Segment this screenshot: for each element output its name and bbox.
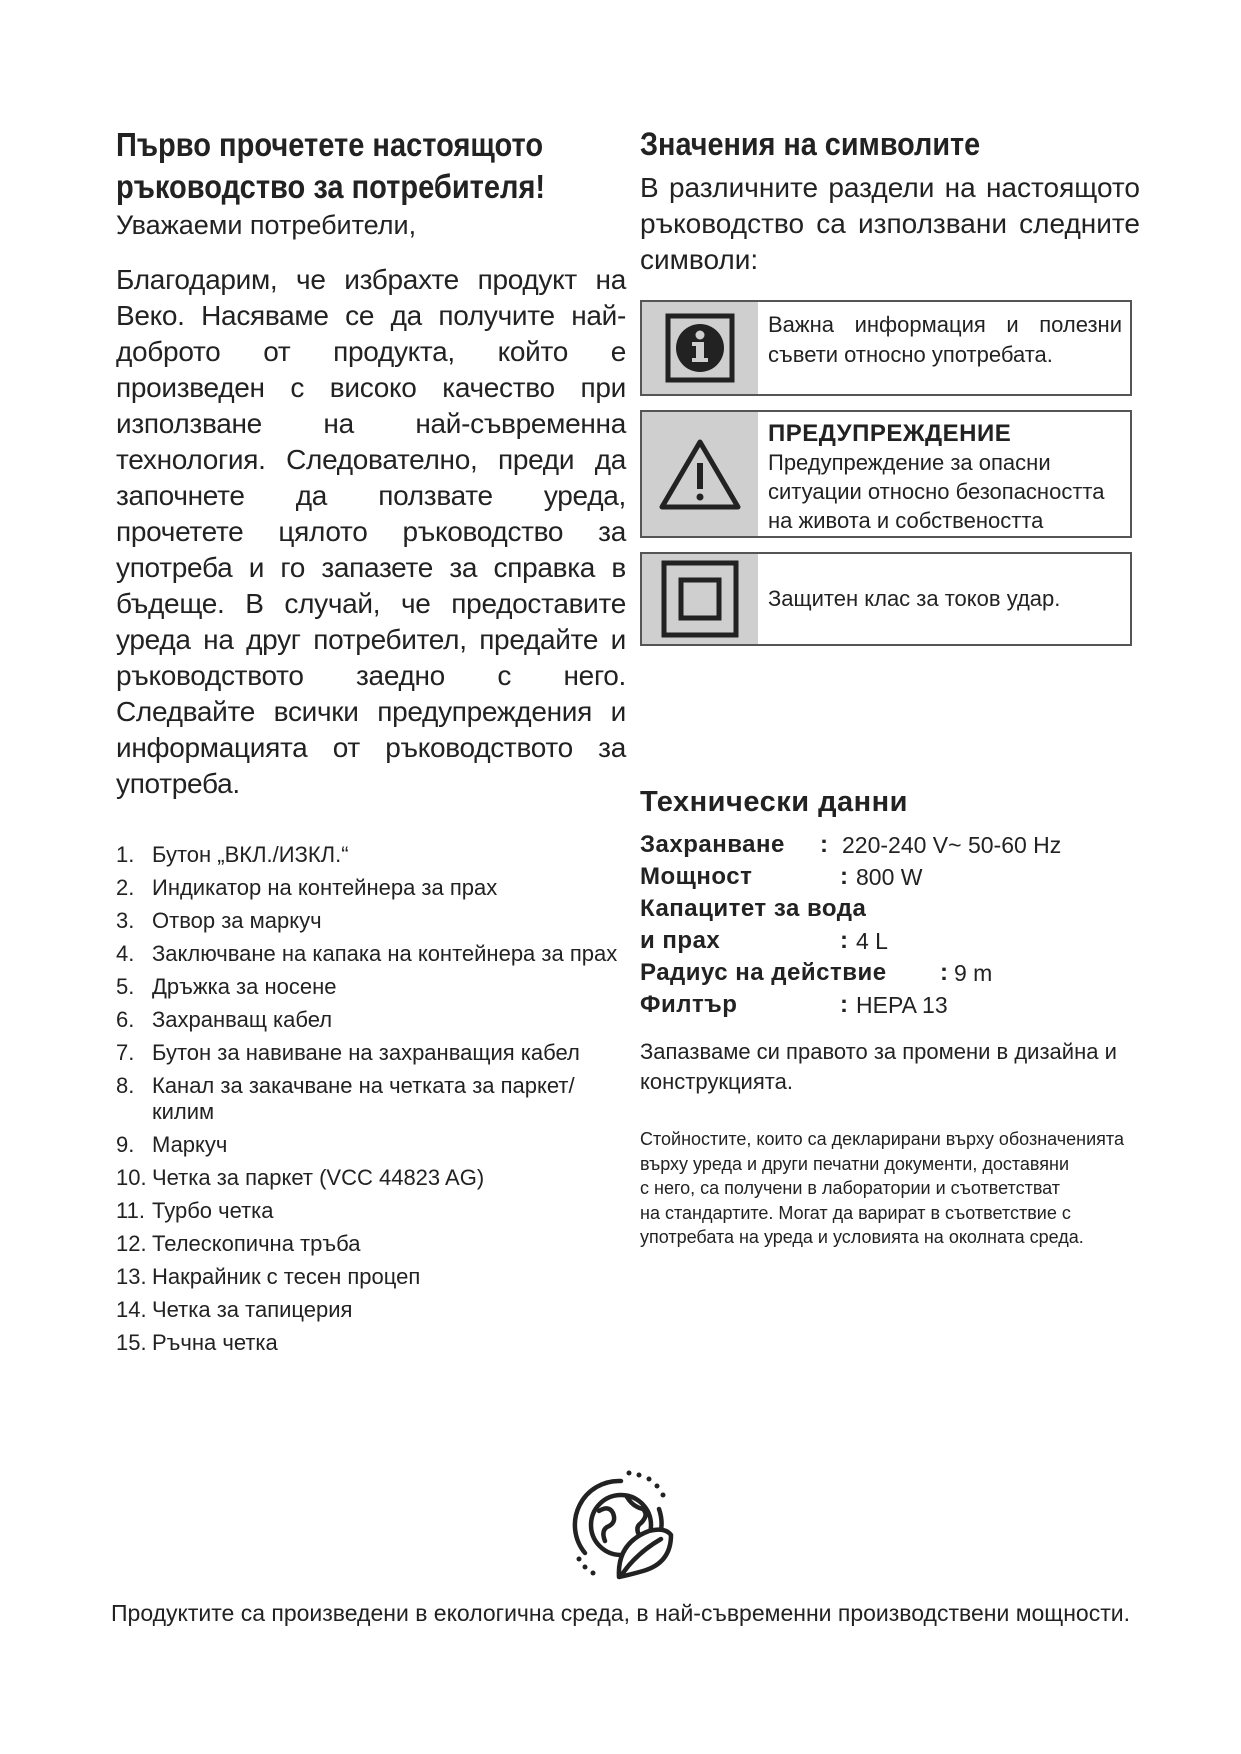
eco-globe-leaf-icon bbox=[561, 1465, 681, 1585]
list-item-text: Канал за закачване на четката за паркет/ килим bbox=[152, 1073, 575, 1124]
list-item-number: 4. bbox=[116, 941, 135, 966]
tech-row-capacity-2 bbox=[640, 925, 1130, 957]
tech-separator: : bbox=[820, 831, 829, 858]
tech-label: Захранване bbox=[640, 831, 785, 858]
list-item-number: 8. bbox=[116, 1073, 135, 1098]
list-item-number: 2. bbox=[116, 875, 135, 900]
list-item bbox=[116, 1007, 626, 1033]
list-item bbox=[116, 908, 626, 934]
list-item-number: 1. bbox=[116, 842, 135, 867]
list-item bbox=[116, 842, 626, 868]
list-item-text: Индикатор на контейнера за прах bbox=[152, 875, 498, 900]
symbols-intro: В различните раздели на настоящото ръководство са използвани следните символи: bbox=[640, 172, 1140, 275]
tech-value: 9 m bbox=[954, 960, 993, 986]
warning-icon bbox=[642, 412, 758, 536]
list-item bbox=[116, 941, 626, 967]
disclaimer-line: употребата на уреда и условията на околната среда. bbox=[640, 1227, 1084, 1247]
list-item-text: Бутон „ВКЛ./ИЗКЛ.“ bbox=[152, 842, 349, 867]
list-item-text: Накрайник с тесен процеп bbox=[152, 1264, 421, 1289]
right-column bbox=[640, 124, 1140, 1250]
list-item-number: 3. bbox=[116, 908, 135, 933]
tech-value: HEPA 13 bbox=[856, 992, 948, 1018]
tech-row-capacity bbox=[640, 893, 1130, 925]
list-item-text: Отвор за маркуч bbox=[152, 908, 322, 933]
page-title-line-2: ръководство за потребителя! bbox=[116, 168, 546, 205]
list-item-number: 5. bbox=[116, 974, 135, 999]
tech-row-power-supply bbox=[640, 829, 1130, 861]
disclaimer-line: на стандартите. Могат да варират в съответствие с bbox=[640, 1202, 1071, 1223]
list-item-text: Четка за тапицерия bbox=[152, 1297, 353, 1322]
page-title bbox=[116, 124, 618, 208]
tech-row-power bbox=[640, 861, 1130, 893]
parts-list bbox=[116, 842, 626, 1356]
warning-symbol-text bbox=[758, 412, 1130, 536]
list-item bbox=[116, 1040, 626, 1066]
tech-label: и прах bbox=[640, 927, 721, 954]
list-item-text: Бутон за навиване на захранващия кабел bbox=[152, 1040, 580, 1065]
tech-value: 800 W bbox=[856, 864, 923, 890]
warning-title: ПРЕДУПРЕЖДЕНИЕ bbox=[768, 420, 1012, 447]
disclaimer-line: Стойностите, които са декларирани върху обозначенията bbox=[640, 1129, 1124, 1149]
tech-label: Радиус на действие bbox=[640, 959, 887, 986]
info-icon bbox=[642, 302, 758, 394]
list-item-text: Маркуч bbox=[152, 1132, 228, 1157]
list-item bbox=[116, 1198, 626, 1224]
list-item-number: 7. bbox=[116, 1040, 135, 1065]
list-item-number: 15. bbox=[116, 1330, 147, 1355]
list-item bbox=[116, 1330, 626, 1356]
tech-label: Капацитет за вода bbox=[640, 895, 867, 922]
list-item-text: Дръжка за носене bbox=[152, 974, 337, 999]
list-item bbox=[116, 1297, 626, 1323]
list-item-text: Турбо четка bbox=[152, 1198, 274, 1223]
list-item-text: Захранващ кабел bbox=[152, 1007, 333, 1032]
double-square-icon bbox=[642, 554, 758, 644]
list-item-number: 12. bbox=[116, 1231, 147, 1256]
list-item-number: 6. bbox=[116, 1007, 135, 1032]
list-item bbox=[116, 1231, 626, 1257]
disclaimer-line: върху уреда и други печатни документи, доставяни bbox=[640, 1153, 1070, 1174]
list-item-number: 14. bbox=[116, 1297, 147, 1322]
list-item bbox=[116, 1165, 626, 1191]
list-item bbox=[116, 974, 626, 1000]
list-item bbox=[116, 1073, 626, 1125]
list-item-text: Ръчна четка bbox=[152, 1330, 278, 1355]
list-item-number: 10. bbox=[116, 1165, 147, 1190]
list-item-number: 13. bbox=[116, 1264, 147, 1289]
tech-separator: : bbox=[940, 959, 949, 986]
symbols-title: Значения на символите bbox=[640, 126, 981, 162]
eco-footer-text: Продуктите са произведени в екологична среда, в най-съвременни производствени мощности. bbox=[111, 1600, 1130, 1626]
tech-title: Технически данни bbox=[640, 786, 908, 818]
warning-symbol-box bbox=[640, 410, 1132, 538]
tech-separator: : bbox=[840, 991, 849, 1018]
values-disclaimer bbox=[640, 1127, 1130, 1250]
info-symbol-text: Важна информация и полезни съвети относно употребата. bbox=[768, 312, 1122, 367]
list-item bbox=[116, 1264, 626, 1290]
greeting: Уважаеми потребители, bbox=[116, 210, 417, 240]
page-title-line-1: Първо прочетете настоящото bbox=[116, 126, 544, 163]
warning-description: Предупреждение за опасни ситуации относно безопасността на живота и собствеността bbox=[768, 450, 1105, 533]
tech-label: Мощност bbox=[640, 863, 753, 890]
class2-symbol-box bbox=[640, 552, 1132, 646]
intro-paragraph: Благодарим, че избрахте продукт на Веко. Насяваме се да получите най-доброто от продукта, който е произведен с високо качество при използване на най-съвременна технология. Следователно, преди да започнете да ползвате уреда, прочетете цялото ръководство за употреба и го запазете за справка в бъдеще. В случай, че предоставите уреда на друг потребител, предайте и ръководството заедно с него. Следвайте всички предупреждения и информацията от ръководството за употреба. bbox=[116, 264, 626, 799]
list-item-number: 9. bbox=[116, 1132, 135, 1157]
list-item-text: Заключване на капака на контейнера за прах bbox=[152, 941, 618, 966]
class2-symbol-text: Защитен клас за токов удар. bbox=[768, 586, 1061, 611]
tech-separator: : bbox=[840, 863, 849, 890]
list-item-number: 11. bbox=[116, 1198, 145, 1223]
list-item bbox=[116, 875, 626, 901]
design-change-note: Запазваме си правото за промени в дизайна и конструкцията. bbox=[640, 1039, 1117, 1094]
disclaimer-line: с него, са получени в лаборатории и съответстват bbox=[640, 1178, 1061, 1198]
tech-value: 220-240 V~ 50-60 Hz bbox=[842, 832, 1062, 858]
tech-row-radius bbox=[640, 957, 1130, 989]
info-symbol-box bbox=[640, 300, 1132, 396]
list-item-text: Телескопична тръба bbox=[152, 1231, 361, 1256]
tech-separator: : bbox=[840, 927, 849, 954]
tech-label: Филтър bbox=[640, 991, 738, 1018]
left-column bbox=[116, 124, 626, 1363]
tech-row-filter bbox=[640, 989, 1130, 1021]
tech-value: 4 L bbox=[856, 928, 888, 954]
list-item-text: Четка за паркет (VCC 44823 AG) bbox=[152, 1165, 485, 1190]
list-item bbox=[116, 1132, 626, 1158]
